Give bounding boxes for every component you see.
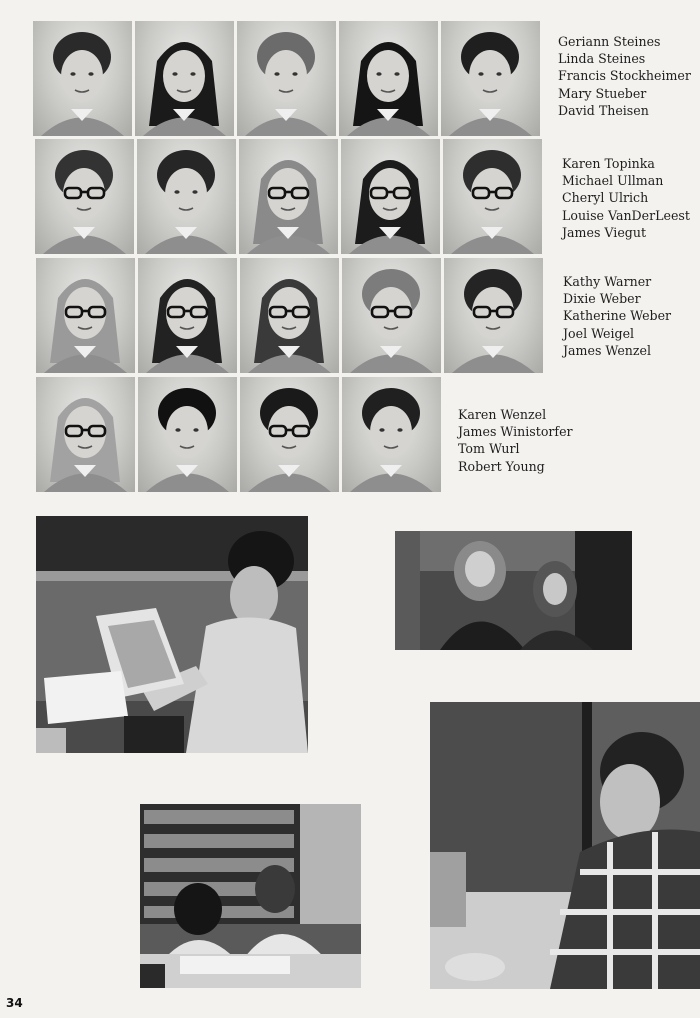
student-portrait xyxy=(33,21,132,136)
student-name: Cheryl Ulrich xyxy=(562,190,649,206)
student-name: Karen Wenzel xyxy=(458,407,547,422)
page-number: 34 xyxy=(6,996,23,1010)
student-name: Tom Wurl xyxy=(458,441,520,457)
name-list-row-4 xyxy=(458,406,573,475)
student-portrait xyxy=(339,21,438,136)
student-portrait xyxy=(137,139,236,254)
student-portrait xyxy=(444,258,543,373)
name-list-row-1 xyxy=(558,33,691,119)
student-portrait xyxy=(135,21,234,136)
student-name: James Winistorfer xyxy=(458,424,573,440)
candid-photo-library xyxy=(140,804,361,988)
student-portrait xyxy=(240,377,339,492)
student-name: James Wenzel xyxy=(563,342,652,358)
student-portrait xyxy=(36,377,135,492)
name-list-row-2 xyxy=(562,155,690,241)
student-name: Geriann Steines xyxy=(558,34,661,49)
student-portrait xyxy=(239,139,338,254)
candid-photo-writing-girl xyxy=(430,702,700,989)
student-name: Mary Stueber xyxy=(558,85,647,101)
student-name: Francis Stockheimer xyxy=(558,68,691,84)
student-portrait xyxy=(342,258,441,373)
student-name: Louise VanDerLeest xyxy=(562,207,690,223)
student-portrait xyxy=(138,258,237,373)
student-portrait xyxy=(240,258,339,373)
candid-photo-two-girls xyxy=(395,531,632,650)
student-name: David Theisen xyxy=(558,102,649,118)
student-portrait xyxy=(443,139,542,254)
student-portrait xyxy=(36,258,135,373)
candid-photo-typing-student xyxy=(36,516,308,753)
student-name: Robert Young xyxy=(458,458,545,474)
student-name: Kathy Warner xyxy=(563,274,652,289)
student-portrait xyxy=(441,21,540,136)
student-name: Katherine Weber xyxy=(563,308,672,324)
student-portrait xyxy=(35,139,134,254)
student-portrait xyxy=(237,21,336,136)
student-name: James Viegut xyxy=(562,224,647,240)
student-name: Joel Weigel xyxy=(563,325,635,341)
student-name: Michael Ullman xyxy=(562,173,664,189)
student-name: Dixie Weber xyxy=(563,291,641,307)
student-portrait xyxy=(342,377,441,492)
student-name: Linda Steines xyxy=(558,51,646,67)
student-name: Karen Topinka xyxy=(562,156,655,171)
student-portrait xyxy=(138,377,237,492)
student-portrait xyxy=(341,139,440,254)
name-list-row-3 xyxy=(563,273,671,359)
